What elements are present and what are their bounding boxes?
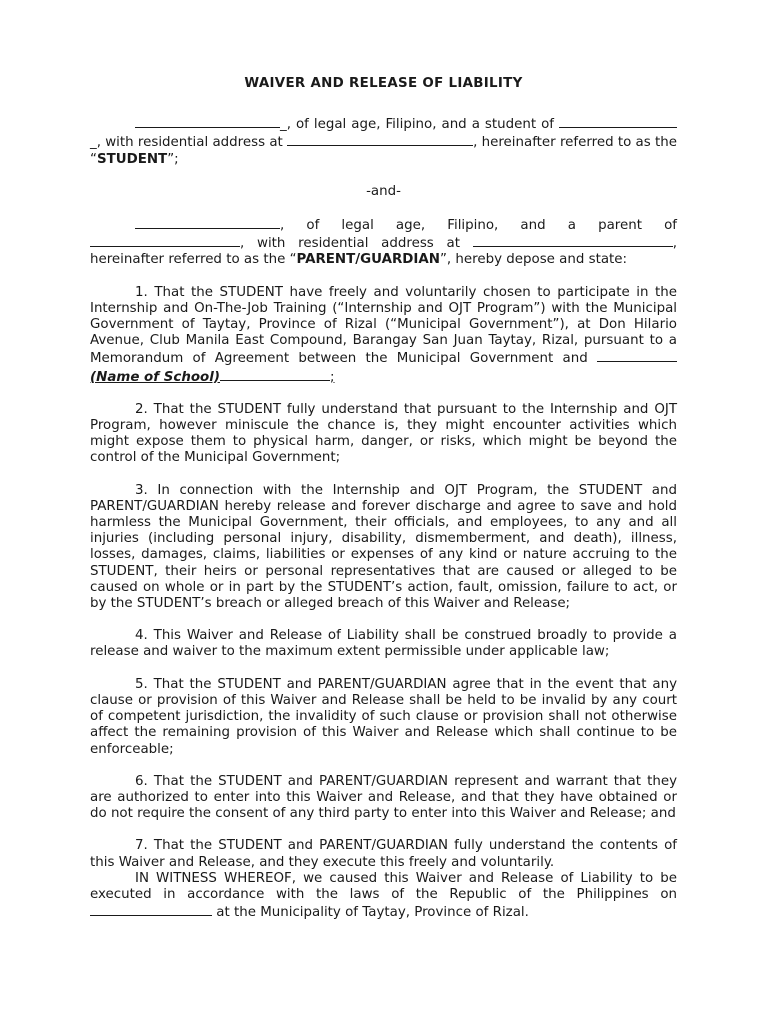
clause-6: 6. That the STUDENT and PARENT/GUARDIAN represent and warrant that they are authorized to enter into this Waiver and Release, and that they have obtained or do not require the consent of any third party to enter into this Waiver and Release; and [90, 773, 677, 822]
clause-1-text: 1. That the STUDENT have freely and voluntarily chosen to participate in the Internship and On-The-Job Training (“Internship and OJT Program”) with the Municipal Government of Taytay, Province of Rizal (“Municipal Government”), at Don Hilario Avenue, Club Manila East Compound, Barangay San Juan Taytay, Rizal, pursuant to a Memorandum of Agreement between the Municipal Government and [90, 284, 677, 367]
school-blank-left[interactable] [597, 349, 677, 362]
clause-7: 7. That the STUDENT and PARENT/GUARDIAN fully understand the contents of this Waiver and Release, and they execute this freely and voluntarily. [90, 838, 677, 870]
parent-intro-text-1: , of legal age, Filipino, and a parent of [280, 218, 677, 234]
clause-1 [90, 285, 677, 386]
clause-1-end: ; [329, 369, 335, 385]
date-blank[interactable] [90, 903, 212, 916]
student-intro-text-2: _, with residential address at [90, 135, 288, 151]
clause-4: 4. This Waiver and Release of Liability shall be construed broadly to provide a release and waiver to the maximum extent permissible under applicable law; [90, 628, 677, 660]
student-intro-text-1: _, of legal age, Filipino, and a student of [280, 117, 559, 133]
student-term: STUDENT [96, 151, 168, 167]
and-separator: -and- [366, 183, 401, 199]
student-intro-text-3: , hereinafter referred to as the “ [90, 135, 677, 167]
parent-intro-text-2: , with residential address at [240, 236, 473, 252]
child-name-blank[interactable] [90, 234, 240, 247]
clause-2: 2. That the STUDENT fully understand that pursuant to the Internship and OJT Program, however miniscule the chance is, they might encounter activities which might expose them to physical harm, danger, or risks, which might be beyond the control of the Municipal Government; [90, 401, 677, 466]
school-name-blank[interactable] [559, 115, 677, 128]
witness-text-end: at the Municipality of Taytay, Province of Rizal. [212, 905, 529, 921]
student-address-blank[interactable] [287, 133, 473, 146]
witness-text: IN WITNESS WHEREOF, we caused this Waiver and Release of Liability to be executed in accordance with the laws of the Republic of the Philippines on [90, 870, 677, 902]
student-intro-paragraph [90, 115, 677, 168]
parent-name-blank[interactable] [135, 216, 280, 229]
student-name-blank[interactable] [135, 115, 280, 128]
parent-intro-text-4: ”, hereby depose and state: [439, 252, 628, 268]
parent-term: PARENT/GUARDIAN [296, 252, 440, 268]
parent-intro-text-3: , hereinafter referred to as the “ [90, 236, 677, 268]
document-title: WAIVER AND RELEASE OF LIABILITY [244, 76, 523, 91]
school-name-placeholder: (Name of School) [90, 369, 220, 385]
witness-paragraph [90, 871, 677, 922]
student-intro-text-4: ”; [167, 151, 179, 167]
school-blank-right[interactable] [220, 368, 330, 381]
parent-intro-paragraph [90, 216, 677, 269]
clause-5: 5. That the STUDENT and PARENT/GUARDIAN agree that in the event that any clause or provision of this Waiver and Release shall be held to be invalid by any court of competent jurisdiction, the invalidity of such clause or provision shall not otherwise affect the remaining provision of this Waiver and Release which shall continue to be enforceable; [90, 676, 677, 757]
document-page [90, 76, 677, 921]
parent-address-blank[interactable] [473, 234, 673, 247]
clause-3: 3. In connection with the Internship and OJT Program, the STUDENT and PARENT/GUARDIAN hereby release and forever discharge and agree to save and hold harmless the Municipal Government, their officials, and employees, to any and all injuries (including personal injury, disability, dismemberment, and death), illness, losses, damages, claims, liabilities or expenses of any kind or nature accruing to the STUDENT, their heirs or personal representatives that are caused or alleged to be caused on whole or in part by the STUDENT’s action, fault, omission, failure to act, or by the STUDENT’s breach or alleged breach of this Waiver and Release; [90, 482, 677, 612]
